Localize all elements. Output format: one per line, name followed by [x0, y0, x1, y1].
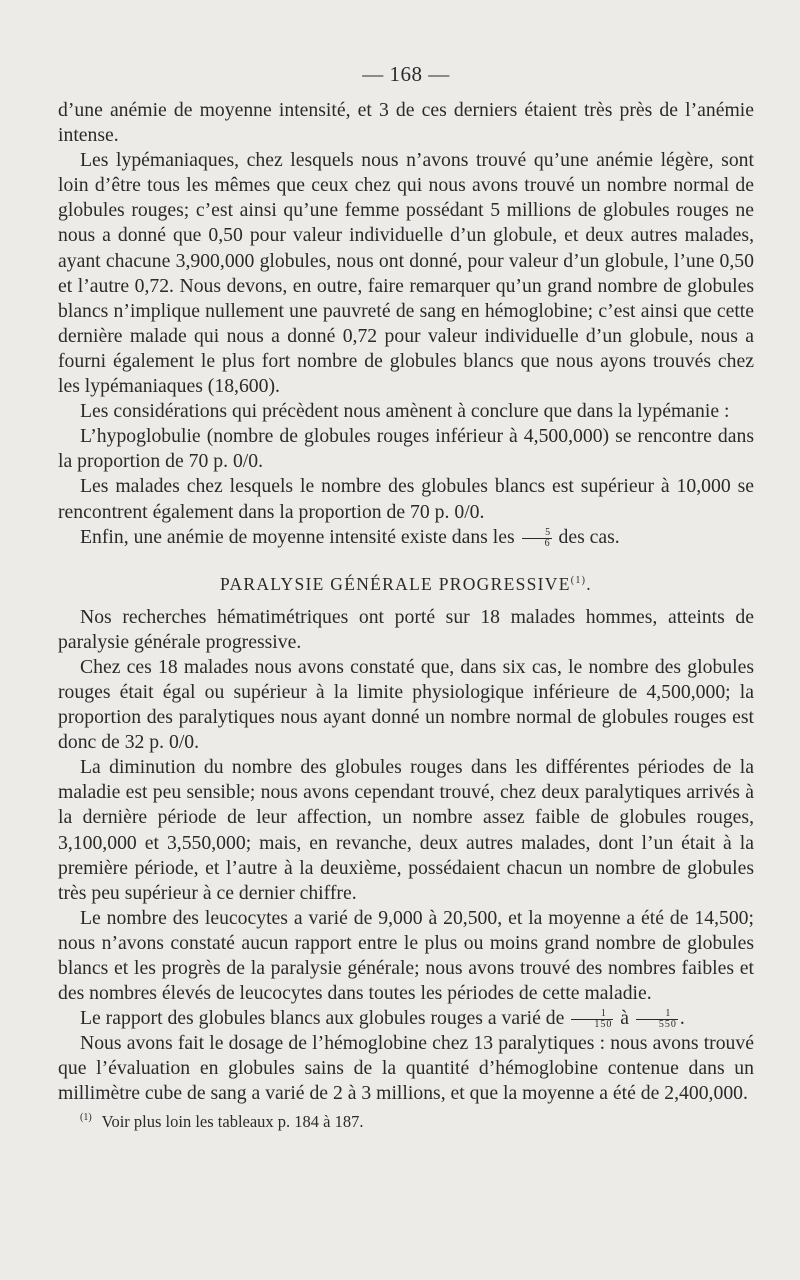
- footnote-text: Voir plus loin les tableaux p. 184 à 187.: [101, 1111, 364, 1131]
- section-heading-text: PARALYSIE GÉNÉRALE PROGRESSIVE: [220, 573, 571, 594]
- paragraph-rapport: [58, 1006, 754, 1031]
- fraction-five-sixths: [522, 528, 552, 549]
- fraction-denominator: 150: [594, 1019, 613, 1031]
- paragraph-recherches: Nos recherches hématimétriques ont porté sur 18 malades hommes, atteints de paralysie générale progressive.: [58, 605, 754, 653]
- paragraph-diminution: La diminution du nombre des globules rouges dans les différentes périodes de la maladie est peu sensible; nous avons cependant trouvé, chez deux paralytiques arrivés à la dernière période de leur affection, un nombre assez faible de globules rouges, 3,100,000 et 3,550,000; mais, en revanche, deux autres malades, dont l’un était à la première période, et l’autre à la deuxième, possédaient chacun un nombre de globules très peu supérieur à ce dernier chiffre.: [58, 756, 754, 904]
- paragraph-continuation: d’une anémie de moyenne intensité, et 3 de ces derniers étaient très près de l’anémie intense.: [58, 99, 754, 147]
- fraction-denominator: 550: [658, 1019, 677, 1031]
- paragraph-leucocytes: Le nombre des leucocytes a varié de 9,000 à 20,500, et la moyenne a été de 14,500; nous n’avons constaté aucun rapport entre le plus ou moins grand nombre de globules blancs et les progrès de la paralysie générale; nous avons trouvé des nombres faibles et des nombres élevés de leucocytes dans toutes les périodes de cette maladie.: [58, 906, 754, 1005]
- body-text: [58, 98, 754, 1107]
- text-run: .: [679, 1007, 685, 1030]
- text-run: à: [620, 1007, 629, 1030]
- paragraph-hypoglobulie: L’hypoglobulie (nombre de globules rouges inférieur à 4,500,000) se rencontre dans la proportion de 70 p. 0/0.: [58, 425, 754, 473]
- fraction-one-550: [636, 1009, 678, 1030]
- paragraph-constatation: Chez ces 18 malades nous avons constaté que, dans six cas, le nombre des globules rouges était égal ou supérieur à la limite physiologique inférieure de 4,500,000; la proportion des paralytiques nous ayant donné un nombre normal de globules rouges est donc de 32 p. 0/0.: [58, 655, 754, 754]
- page-number: — 168 —: [362, 62, 450, 86]
- text-run: Enfin, une anémie de moyenne intensité existe dans les: [80, 525, 515, 548]
- section-heading: [58, 572, 754, 597]
- paragraph-hemoglobine: Nous avons fait le dosage de l’hémoglobine chez 13 paralytiques : nous avons trouvé que l’évaluation en globules sains de la quantité d’hémoglobine contenue dans un millimètre cube de sang a varié de 2 à 3 millions, et que la moyenne a été de 2,400,000.: [58, 1032, 754, 1105]
- section-heading-end: .: [586, 573, 592, 594]
- fraction-denominator: 6: [544, 537, 551, 549]
- text-run: des cas.: [558, 525, 620, 548]
- fraction-one-150: [571, 1009, 613, 1030]
- paragraph-considerations: Les considérations qui précèdent nous amènent à conclure que dans la lypémanie :: [80, 400, 730, 423]
- fraction-numerator: 1: [636, 1009, 678, 1020]
- paragraph-globules-blancs: Les malades chez lesquels le nombre des globules blancs est supérieur à 10,000 se rencontrent également dans la proportion de 70 p. 0/0.: [58, 475, 754, 523]
- text-run: Le rapport des globules blancs aux globules rouges a varié de: [80, 1007, 565, 1030]
- footnote-mark: (1): [80, 1112, 92, 1124]
- paragraph-lypemaniaques: Les lypémaniaques, chez lesquels nous n’avons trouvé qu’une anémie légère, sont loin d’être tous les mêmes que ceux chez qui nous avons trouvé un nombre normal de globules rouges; c’est ainsi qu’une femme possédant 5 millions de globules rouges ne nous a donné que 0,50 pour valeur individuelle d’un globule, et deux autres malades, ayant chacune 3,900,000 globules, nous ont donné, pour valeur d’un globule, l’une 0,50 et l’autre 0,72. Nous devons, en outre, faire remarquer qu’un grand nombre de globules blancs n’implique nullement une pauvreté de sang en hémoglobine; c’est ainsi que cette dernière malade qui nous a donné 0,72 pour valeur individuelle d’un globule, nous a fourni également le plus fort nombre de globules blancs que nous ayons trouvés chez les lypémaniaques (18,600).: [58, 149, 754, 398]
- paragraph-anemie-moyenne: [58, 525, 754, 550]
- fraction-numerator: 1: [571, 1009, 613, 1020]
- footnote-reference[interactable]: (1): [570, 574, 587, 586]
- fraction-numerator: 5: [522, 528, 552, 539]
- footnote: [58, 1111, 754, 1133]
